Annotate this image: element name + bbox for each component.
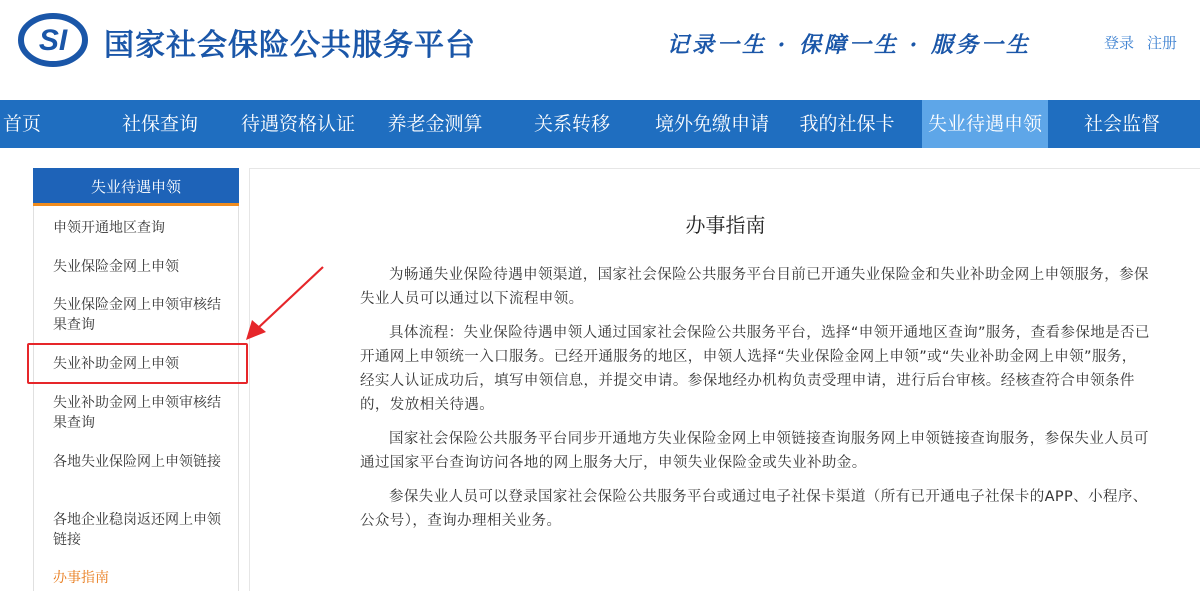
highlight-box [27, 343, 248, 384]
sidebar-item-unemployment-insurance-apply[interactable]: 失业保险金网上申领 [53, 259, 179, 275]
nav-item-overseas-exemption[interactable]: 境外免缴申请 [654, 113, 769, 135]
site-slogan: 记录一生 · 保障一生 · 服务一生 [667, 32, 1031, 58]
sidebar-item-job-stabilization-links[interactable]: 各地企业稳岗返还网上申领链接 [53, 512, 221, 548]
nav-item-unemployment-benefits[interactable]: 失业待遇申领 [922, 100, 1048, 148]
nav-item-benefit-qualification[interactable]: 待遇资格认证 [240, 113, 355, 135]
guide-paragraph: 为畅通失业保险待遇申领渠道，国家社会保险公共服务平台目前已开通失业保险金和失业补助金网上申领服务，参保失业人员可以通过以下流程申领。 [360, 267, 1149, 307]
guide-paragraph: 具体流程：失业保险待遇申领人通过国家社会保险公共服务平台，选择“申领开通地区查询”服务，查看参保地是否已开通网上申领统一入口服务。已经开通服务的地区，申领人选择“失业保险金网上申领”或“失业补助金网上申领”服务，经实人认证成功后，填写申领信息，并提交申请。参保地经办机构负责受理申请，进行后台审核。经核查符合申领条件的，发放相关待遇。 [360, 325, 1150, 413]
nav-item-home[interactable]: 首页 [2, 113, 41, 135]
sidebar-item-insurance-review-result[interactable]: 失业保险金网上申领审核结果查询 [53, 297, 221, 333]
page-title: 办事指南 [685, 213, 766, 237]
site-title[interactable]: 国家社会保险公共服务平台 [104, 28, 476, 63]
guide-paragraph: 国家社会保险公共服务平台同步开通地方失业保险金网上申领链接查询服务网上申领链接查询服务，参保失业人员可通过国家平台查询访问各地的网上服务大厅，申领失业保险金或失业补助金。 [360, 431, 1149, 471]
logo-text: SI [38, 24, 68, 57]
sidebar-heading: 失业待遇申领 [33, 168, 239, 206]
nav-item-pension-calculator[interactable]: 养老金测算 [387, 113, 483, 135]
social-insurance-logo[interactable] [18, 12, 88, 68]
annotation-arrow-icon [238, 264, 328, 344]
nav-item-social-security-query[interactable]: 社保查询 [121, 113, 198, 135]
site-header [0, 0, 1200, 100]
nav-item-social-supervision[interactable]: 社会监督 [1083, 113, 1160, 135]
sidebar-item-subsidy-apply[interactable]: 失业补助金网上申领 [53, 356, 179, 372]
main-nav [0, 100, 1200, 148]
sidebar-item-subsidy-review-result[interactable]: 失业补助金网上申领审核结果查询 [53, 395, 221, 431]
main-content [249, 168, 1200, 591]
nav-item-my-social-security-card[interactable]: 我的社保卡 [799, 113, 895, 135]
sidebar-item-area-query[interactable]: 申领开通地区查询 [53, 220, 165, 236]
guide-paragraph: 参保失业人员可以登录国家社会保险公共服务平台或通过电子社保卡渠道（所有已开通电子社保卡的APP、小程序、公众号），查询办理相关业务。 [360, 489, 1148, 529]
register-link[interactable]: 注册 [1147, 34, 1178, 52]
nav-item-relationship-transfer[interactable]: 关系转移 [533, 113, 610, 135]
login-link[interactable]: 登录 [1104, 34, 1135, 52]
sidebar-item-guide[interactable]: 办事指南 [53, 570, 109, 586]
sidebar-item-local-insurance-links[interactable]: 各地失业保险网上申领链接 [53, 454, 221, 470]
